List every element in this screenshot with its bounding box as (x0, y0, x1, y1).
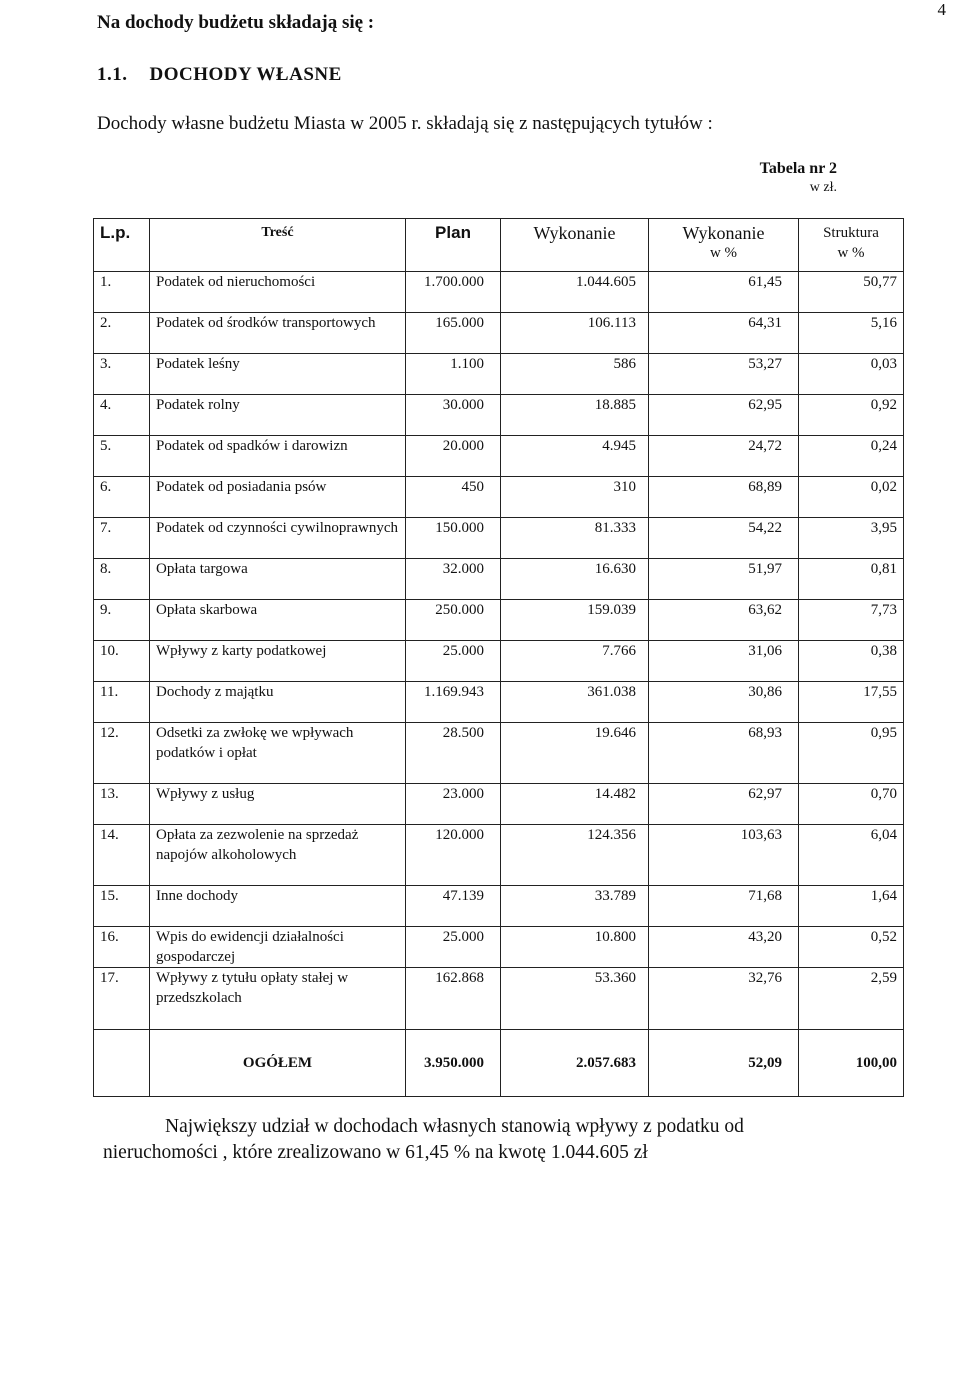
row-lp: 4. (94, 395, 150, 436)
row-plan: 23.000 (406, 784, 501, 825)
row-wykonanie: 33.789 (501, 886, 649, 927)
row-wykonanie: 159.039 (501, 600, 649, 641)
table-row (94, 436, 904, 477)
summary-line-2: nieruchomości , które zrealizowano w 61,45 % na kwotę 1.044.605 zł (103, 1142, 648, 1163)
row-plan: 450 (406, 477, 501, 518)
row-tresc: Podatek od posiadania psów (150, 477, 406, 518)
row-struktura: 7,73 (799, 600, 904, 641)
row-struktura: 50,77 (799, 272, 904, 313)
row-struktura: 5,16 (799, 313, 904, 354)
header-lp: L.p. (94, 219, 150, 272)
row-struktura: 0,92 (799, 395, 904, 436)
table-row (94, 395, 904, 436)
row-lp: 10. (94, 641, 150, 682)
total-plan: 3.950.000 (406, 1030, 501, 1097)
row-tresc: Podatek od spadków i darowizn (150, 436, 406, 477)
row-pct: 54,22 (649, 518, 799, 559)
row-wykonanie: 586 (501, 354, 649, 395)
row-plan: 1.700.000 (406, 272, 501, 313)
row-pct: 71,68 (649, 886, 799, 927)
table-row (94, 600, 904, 641)
table-unit: w zł. (809, 180, 837, 195)
row-pct: 31,06 (649, 641, 799, 682)
row-pct: 62,95 (649, 395, 799, 436)
row-tresc: Wpis do ewidencji działalności gospodarczej (150, 927, 406, 968)
table-total-row (94, 1030, 904, 1097)
page-number: 4 (937, 0, 946, 19)
table-row (94, 313, 904, 354)
row-pct: 62,97 (649, 784, 799, 825)
row-struktura: 17,55 (799, 682, 904, 723)
row-wykonanie: 16.630 (501, 559, 649, 600)
table-row (94, 641, 904, 682)
table-row (94, 682, 904, 723)
row-pct: 63,62 (649, 600, 799, 641)
row-tresc: Inne dochody (150, 886, 406, 927)
section-number: 1.1. (97, 64, 128, 85)
row-plan: 120.000 (406, 825, 501, 886)
row-pct: 68,89 (649, 477, 799, 518)
table-row (94, 272, 904, 313)
row-pct: 51,97 (649, 559, 799, 600)
row-lp: 16. (94, 927, 150, 968)
row-plan: 30.000 (406, 395, 501, 436)
row-tresc: Wpływy z karty podatkowej (150, 641, 406, 682)
row-tresc: Dochody z majątku (150, 682, 406, 723)
header-struktura-unit: w % (837, 245, 865, 261)
row-wykonanie: 10.800 (501, 927, 649, 968)
row-wykonanie: 124.356 (501, 825, 649, 886)
row-wykonanie: 361.038 (501, 682, 649, 723)
row-lp: 15. (94, 886, 150, 927)
row-wykonanie: 1.044.605 (501, 272, 649, 313)
row-wykonanie: 4.945 (501, 436, 649, 477)
row-struktura: 0,95 (799, 723, 904, 784)
table-row (94, 723, 904, 784)
row-pct: 68,93 (649, 723, 799, 784)
row-tresc: Podatek od środków transportowych (150, 313, 406, 354)
income-table (93, 218, 904, 1097)
row-tresc: Podatek rolny (150, 395, 406, 436)
table-row (94, 927, 904, 968)
table-row (94, 477, 904, 518)
row-wykonanie: 310 (501, 477, 649, 518)
row-struktura: 3,95 (799, 518, 904, 559)
table-row (94, 559, 904, 600)
row-wykonanie: 81.333 (501, 518, 649, 559)
row-pct: 24,72 (649, 436, 799, 477)
table-label: Tabela nr 2 (759, 160, 837, 177)
row-pct: 103,63 (649, 825, 799, 886)
header-wykonanie-pct-title: Wykonanie (682, 223, 765, 243)
row-lp: 1. (94, 272, 150, 313)
row-wykonanie: 18.885 (501, 395, 649, 436)
row-tresc: Odsetki za zwłokę we wpływach podatków i opłat (150, 723, 406, 784)
row-struktura: 0,38 (799, 641, 904, 682)
row-tresc: Opłata skarbowa (150, 600, 406, 641)
row-tresc: Opłata targowa (150, 559, 406, 600)
row-plan: 150.000 (406, 518, 501, 559)
row-struktura: 6,04 (799, 825, 904, 886)
row-plan: 25.000 (406, 927, 501, 968)
row-struktura: 0,81 (799, 559, 904, 600)
header-struktura (799, 219, 904, 272)
intro-text: Dochody własne budżetu Miasta w 2005 r. składają się z następujących tytułów : (97, 113, 713, 134)
row-pct: 61,45 (649, 272, 799, 313)
row-plan: 165.000 (406, 313, 501, 354)
header-wykonanie-pct-unit: w % (709, 245, 738, 261)
row-struktura: 0,70 (799, 784, 904, 825)
row-struktura: 0,03 (799, 354, 904, 395)
table-row (94, 354, 904, 395)
table-row (94, 518, 904, 559)
row-lp: 8. (94, 559, 150, 600)
row-tresc: Wpływy z usług (150, 784, 406, 825)
row-lp: 2. (94, 313, 150, 354)
section-heading (97, 64, 342, 86)
income-table-container (93, 218, 903, 1097)
table-row (94, 784, 904, 825)
header-wykonanie: Wykonanie (501, 219, 649, 272)
header-wykonanie-pct (649, 219, 799, 272)
total-struktura: 100,00 (799, 1030, 904, 1097)
header-tresc: Treść (150, 219, 406, 272)
row-wykonanie: 19.646 (501, 723, 649, 784)
row-lp: 17. (94, 968, 150, 1030)
row-tresc: Podatek od czynności cywilnoprawnych (150, 518, 406, 559)
row-lp: 9. (94, 600, 150, 641)
row-plan: 1.100 (406, 354, 501, 395)
total-label: OGÓŁEM (150, 1030, 406, 1097)
row-plan: 250.000 (406, 600, 501, 641)
row-plan: 28.500 (406, 723, 501, 784)
row-plan: 32.000 (406, 559, 501, 600)
section-title: DOCHODY WŁASNE (149, 64, 342, 85)
row-wykonanie: 106.113 (501, 313, 649, 354)
row-lp: 3. (94, 354, 150, 395)
table-row (94, 968, 904, 1030)
row-wykonanie: 7.766 (501, 641, 649, 682)
row-lp: 14. (94, 825, 150, 886)
table-row (94, 825, 904, 886)
total-lp-cell (94, 1030, 150, 1097)
row-plan: 25.000 (406, 641, 501, 682)
row-plan: 162.868 (406, 968, 501, 1030)
row-tresc: Opłata za zezwolenie na sprzedaż napojów alkoholowych (150, 825, 406, 886)
row-plan: 20.000 (406, 436, 501, 477)
row-struktura: 1,64 (799, 886, 904, 927)
row-lp: 7. (94, 518, 150, 559)
row-plan: 47.139 (406, 886, 501, 927)
row-tresc: Wpływy z tytułu opłaty stałej w przedszkolach (150, 968, 406, 1030)
row-pct: 30,86 (649, 682, 799, 723)
row-wykonanie: 14.482 (501, 784, 649, 825)
header-struktura-title: Struktura (823, 225, 879, 241)
row-wykonanie: 53.360 (501, 968, 649, 1030)
header-plan: Plan (406, 219, 501, 272)
total-pct: 52,09 (649, 1030, 799, 1097)
row-pct: 32,76 (649, 968, 799, 1030)
table-body (94, 272, 904, 1030)
row-pct: 43,20 (649, 927, 799, 968)
row-lp: 12. (94, 723, 150, 784)
summary-line-1: Największy udział w dochodach własnych stanowią wpływy z podatku od (165, 1116, 744, 1137)
row-lp: 13. (94, 784, 150, 825)
summary-paragraph (103, 1114, 863, 1166)
row-tresc: Podatek od nieruchomości (150, 272, 406, 313)
row-struktura: 0,52 (799, 927, 904, 968)
row-pct: 53,27 (649, 354, 799, 395)
row-plan: 1.169.943 (406, 682, 501, 723)
row-lp: 6. (94, 477, 150, 518)
row-struktura: 0,02 (799, 477, 904, 518)
row-struktura: 2,59 (799, 968, 904, 1030)
table-row (94, 886, 904, 927)
row-lp: 5. (94, 436, 150, 477)
total-wykonanie: 2.057.683 (501, 1030, 649, 1097)
row-pct: 64,31 (649, 313, 799, 354)
row-struktura: 0,24 (799, 436, 904, 477)
row-lp: 11. (94, 682, 150, 723)
table-header-row (94, 219, 904, 272)
row-tresc: Podatek leśny (150, 354, 406, 395)
main-heading: Na dochody budżetu składają się : (97, 12, 375, 33)
